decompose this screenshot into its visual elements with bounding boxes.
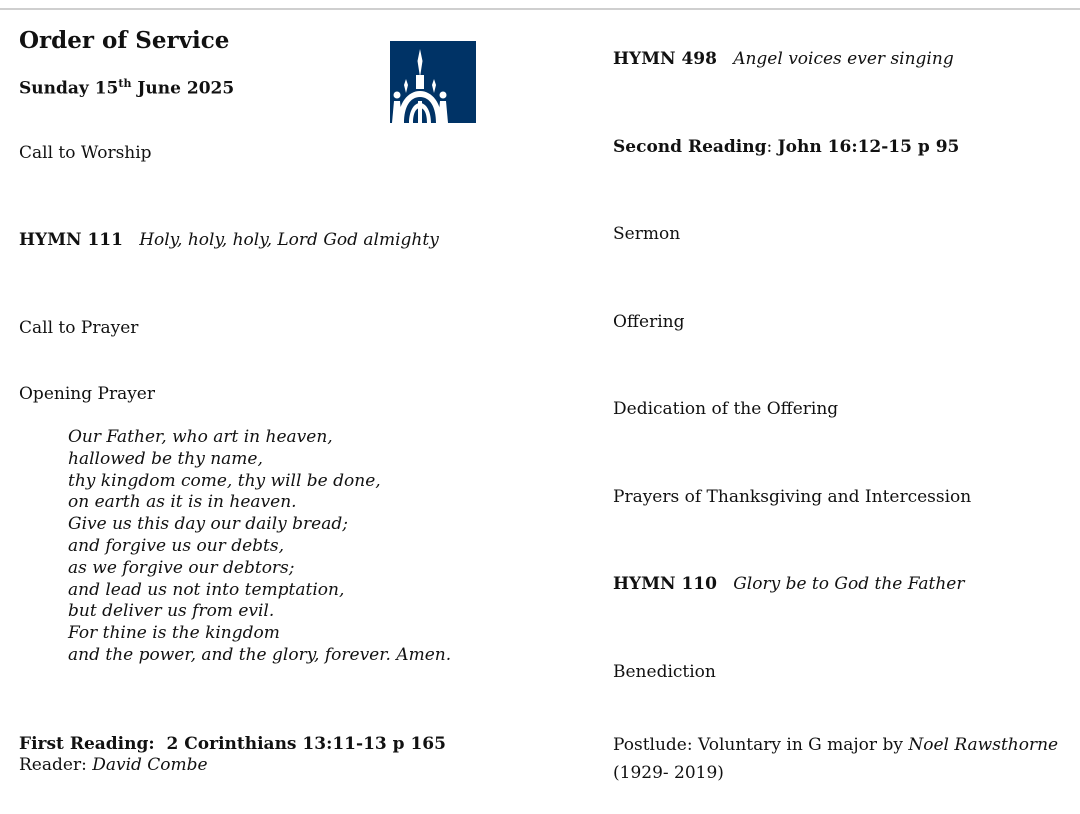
prayer-line: and lead us not into temptation, — [68, 579, 345, 600]
service-date: Sunday 15th June 2025 — [19, 77, 235, 99]
top-border — [0, 0, 1080, 10]
prayer-line: and the power, and the glory, forever. Amen. — [68, 644, 452, 665]
hymn-number: HYMN 111 — [19, 230, 123, 250]
prayers-of-thanksgiving: Prayers of Thanksgiving and Intercession — [613, 487, 972, 507]
hymn-111 — [19, 230, 439, 250]
page-title: Order of Service — [19, 27, 230, 54]
hymn-title: Glory be to God the Father — [733, 574, 965, 594]
prayer-line: as we forgive our debtors; — [68, 557, 295, 578]
offering: Offering — [613, 312, 685, 332]
hymn-number: HYMN 110 — [613, 574, 717, 594]
sermon: Sermon — [613, 224, 681, 244]
hymn-110 — [613, 574, 964, 594]
prayer-line: Our Father, who art in heaven, — [68, 427, 333, 447]
call-to-worship: Call to Worship — [19, 143, 152, 163]
prayer-line: thy kingdom come, thy will be done, — [68, 470, 381, 491]
postlude: Postlude: Voluntary in G major by Noel Rawsthorne — [613, 735, 1059, 755]
prayer-line: and forgive us our debts, — [68, 535, 284, 556]
prayer-line: hallowed be thy name, — [68, 448, 263, 469]
prayer-line: on earth as it is in heaven. — [68, 492, 297, 513]
call-to-prayer: Call to Prayer — [19, 318, 139, 338]
hymn-title: Holy, holy, holy, Lord God almighty — [139, 230, 439, 250]
church-spire-logo-icon — [390, 41, 476, 123]
hymn-498 — [613, 49, 954, 69]
opening-prayer: Opening Prayer — [19, 384, 155, 404]
prayer-line: For thine is the kingdom — [68, 623, 280, 644]
benediction: Benediction — [613, 662, 716, 682]
lords-prayer — [68, 427, 451, 667]
reader: Reader: David Combe — [19, 755, 208, 775]
postlude-dates: (1929- 2019) — [613, 763, 724, 783]
prayer-line: Give us this day our daily bread; — [68, 514, 348, 535]
hymn-number: HYMN 498 — [613, 49, 717, 69]
first-reading: First Reading: 2 Corinthians 13:11-13 p 165 — [19, 734, 446, 754]
prayer-line: but deliver us from evil. — [68, 601, 275, 622]
dedication-of-offering: Dedication of the Offering — [613, 399, 839, 419]
second-reading: Second Reading: John 16:12-15 p 95 — [613, 137, 960, 157]
hymn-title: Angel voices ever singing — [733, 49, 954, 69]
